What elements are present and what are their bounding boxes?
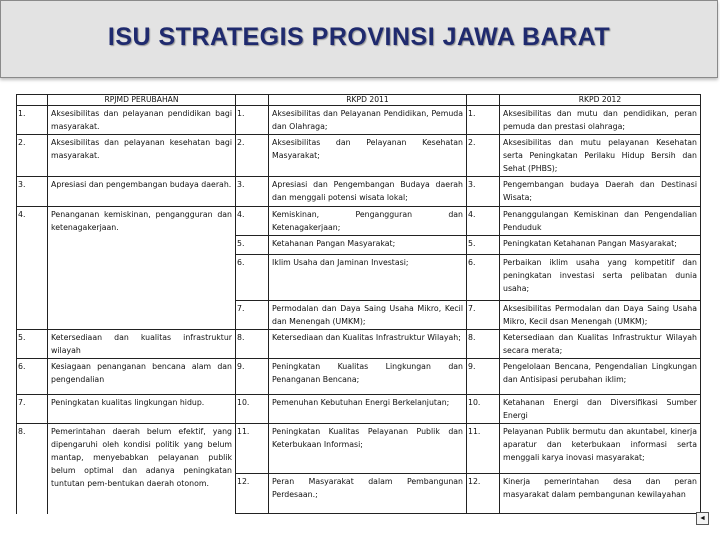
rpjmd-num: 1. (17, 106, 48, 135)
rkpd2012-text: Kinerja pemerintahan desa dan peran masyarakat dalam pembangunan kewilayahan (500, 474, 701, 514)
table-row (17, 135, 701, 177)
header-num-rkpd2011 (236, 95, 269, 106)
table-row (17, 395, 701, 424)
rpjmd-num: 2. (17, 135, 48, 177)
rpjmd-text: Apresiasi dan pengembangan budaya daerah. (48, 177, 236, 207)
rkpd2011-text: Peran Masyarakat dalam Pembangunan Perdesaan.; (269, 474, 467, 514)
rkpd2011-text: Ketahanan Pangan Masyarakat; (269, 236, 467, 255)
rpjmd-num: 3. (17, 177, 48, 207)
rkpd2012-text: Pelayanan Publik bermutu dan akuntabel, kinerja aparatur dan keterbukaan informasi serta menggali karya inovasi masyarakat; (500, 424, 701, 474)
rpjmd-text: Aksesibilitas dan pelayanan pendidikan bagi masyarakat. (48, 106, 236, 135)
rpjmd-text: Ketersediaan dan kualitas infrastruktur wilayah (48, 330, 236, 359)
rkpd2011-text: Pemenuhan Kebutuhan Energi Berkelanjutan; (269, 395, 467, 424)
table-row (17, 330, 701, 359)
rkpd2011-text: Ketersediaan dan Kualitas Infrastruktur Wilayah; (269, 330, 467, 359)
rkpd2011-text: Kemiskinan, Pengangguran dan Ketenagakerjaan; (269, 207, 467, 236)
rkpd2012-text: Pengembangan budaya Daerah dan Destinasi Wisata; (500, 177, 701, 207)
header-num-rpjmd (17, 95, 48, 106)
rkpd2012-num: 3. (467, 177, 500, 207)
rkpd2012-text: Peningkatan Ketahanan Pangan Masyarakat; (500, 236, 701, 255)
rkpd2012-text: Pengelolaan Bencana, Pengendalian Lingkungan dan Antisipasi perubahan iklim; (500, 359, 701, 395)
rkpd2012-text: Aksesibilitas dan mutu pelayanan Kesehatan serta Peningkatan Perilaku Hidup Bersih dan Sehat (PHBS); (500, 135, 701, 177)
rpjmd-num: 4. (17, 207, 48, 330)
rkpd2011-text: Peningkatan Kualitas Pelayanan Publik dan Keterbukaan Informasi; (269, 424, 467, 474)
rkpd2011-num: 12. (236, 474, 269, 514)
header-rkpd2011: RKPD 2011 (269, 95, 467, 106)
rkpd2011-text: Iklim Usaha dan Jaminan Investasi; (269, 255, 467, 301)
table-row (17, 177, 701, 207)
rkpd2012-num: 8. (467, 330, 500, 359)
rkpd2011-text: Aksesibilitas dan Pelayanan Kesehatan Masyarakat; (269, 135, 467, 177)
rkpd2011-num: 9. (236, 359, 269, 395)
previous-slide-button[interactable]: ◄ (696, 512, 709, 525)
rpjmd-num: 7. (17, 395, 48, 424)
rkpd2011-num: 10. (236, 395, 269, 424)
rpjmd-text: Kesiagaan penanganan bencana alam dan pengendalian (48, 359, 236, 395)
rkpd2011-num: 6. (236, 255, 269, 301)
rkpd2011-num: 1. (236, 106, 269, 135)
rkpd2012-num: 5. (467, 236, 500, 255)
rkpd2011-num: 2. (236, 135, 269, 177)
table-row (17, 106, 701, 135)
rkpd2012-num: 1. (467, 106, 500, 135)
rkpd2011-text: Aksesibilitas dan Pelayanan Pendidikan, Pemuda dan Olahraga; (269, 106, 467, 135)
rkpd2012-num: 10. (467, 395, 500, 424)
rkpd2012-text: Perbaikan iklim usaha yang kompetitif dan peningkatan investasi serta pelibatan dunia usaha; (500, 255, 701, 301)
table-row (17, 359, 701, 395)
rkpd2012-text: Ketersediaan dan Kualitas Infrastruktur Wilayah secara merata; (500, 330, 701, 359)
rpjmd-num: 8. (17, 424, 48, 514)
page-title: ISU STRATEGIS PROVINSI JAWA BARAT (107, 23, 611, 51)
rkpd2012-text: Aksesibilitas dan mutu dan pendidikan, peran pemuda dan prestasi olahraga; (500, 106, 701, 135)
table-row (17, 424, 701, 474)
rkpd2011-text: Peningkatan Kualitas Lingkungan dan Penanganan Bencana; (269, 359, 467, 395)
rpjmd-num: 6. (17, 359, 48, 395)
rkpd2012-num: 6. (467, 255, 500, 301)
rkpd2012-num: 7. (467, 301, 500, 330)
header-row (17, 95, 701, 106)
rkpd2012-num: 2. (467, 135, 500, 177)
rkpd2011-text: Apresiasi dan Pengembangan Budaya daerah dan menggali potensi wisata lokal; (269, 177, 467, 207)
rkpd2011-num: 7. (236, 301, 269, 330)
rkpd2012-num: 11. (467, 424, 500, 474)
title-banner (0, 0, 718, 78)
header-num-rkpd2012 (467, 95, 500, 106)
rpjmd-num: 5. (17, 330, 48, 359)
rpjmd-text: Pemerintahan daerah belum efektif, yang dipengaruhi oleh kondisi politik yang belum mantap, menyebabkan pelayanan publik belum optimal dan adanya peningkatan tuntutan pem-bentukan daerah otonom. (48, 424, 236, 514)
rkpd2012-num: 9. (467, 359, 500, 395)
rkpd2012-num: 4. (467, 207, 500, 236)
rkpd2012-num: 12. (467, 474, 500, 514)
rkpd2011-num: 11. (236, 424, 269, 474)
table-row (17, 207, 701, 236)
rkpd2011-num: 8. (236, 330, 269, 359)
rkpd2012-text: Aksesibilitas Permodalan dan Daya Saing Usaha Mikro, Kecil dsan Menengah (UMKM); (500, 301, 701, 330)
rkpd2011-text: Permodalan dan Daya Saing Usaha Mikro, Kecil dan Menengah (UMKM); (269, 301, 467, 330)
rkpd2011-num: 5. (236, 236, 269, 255)
rpjmd-text: Penanganan kemiskinan, pengangguran dan ketenagakerjaan. (48, 207, 236, 330)
header-rkpd2012: RKPD 2012 (500, 95, 701, 106)
rpjmd-text: Aksesibilitas dan pelayanan kesehatan bagi masyarakat. (48, 135, 236, 177)
strategic-issues-table (16, 94, 701, 514)
rpjmd-text: Peningkatan kualitas lingkungan hidup. (48, 395, 236, 424)
rkpd2012-text: Penanggulangan Kemiskinan dan Pengendalian Penduduk (500, 207, 701, 236)
rkpd2012-text: Ketahanan Energi dan Diversifikasi Sumber Energi (500, 395, 701, 424)
rkpd2011-num: 3. (236, 177, 269, 207)
rkpd2011-num: 4. (236, 207, 269, 236)
header-rpjmd: RPJMD PERUBAHAN (48, 95, 236, 106)
